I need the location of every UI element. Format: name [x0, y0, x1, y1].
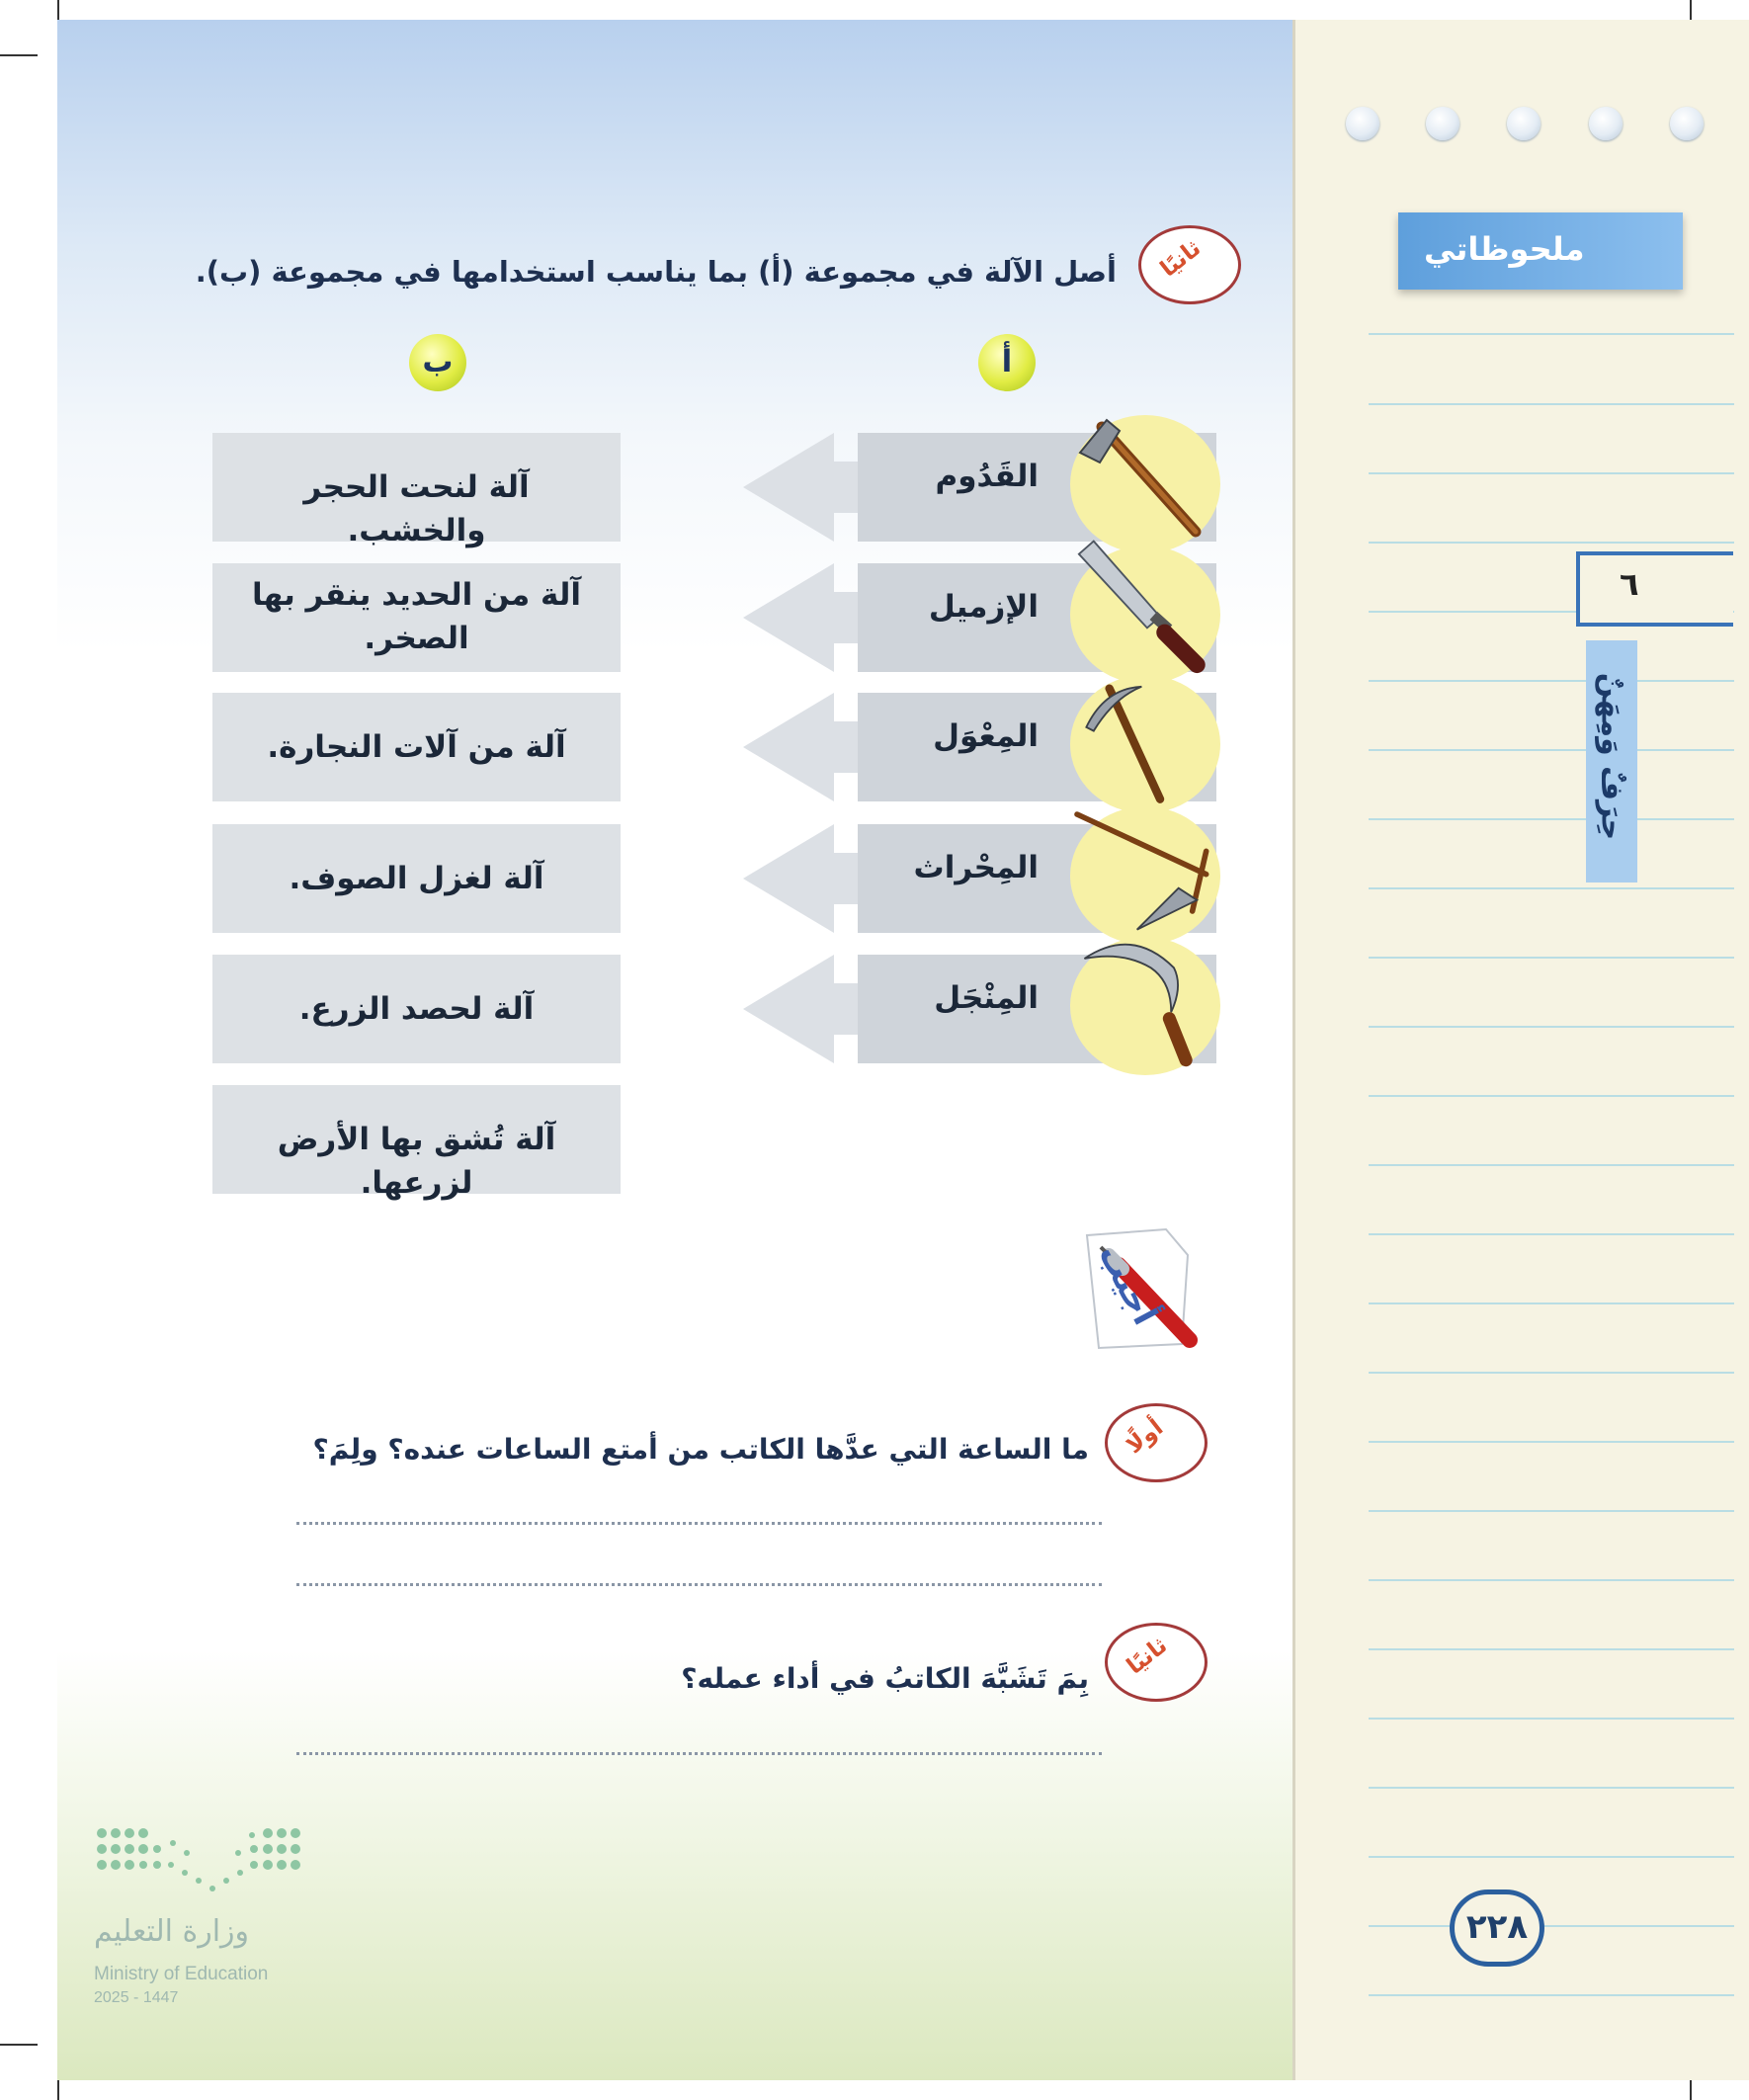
adze-icon — [1062, 415, 1230, 553]
use-item[interactable] — [212, 693, 621, 801]
answer-line[interactable] — [296, 1583, 1102, 1586]
tool-name: الإزميل — [928, 589, 1039, 625]
use-text: آلة من الحديد ينقر بها الصخر. — [251, 577, 582, 656]
use-text: آلة لحصد الزرع. — [298, 991, 535, 1027]
ruled-line — [1369, 1718, 1734, 1720]
unit-title: حِرَفٌ وَمِهَنٌ — [1594, 672, 1629, 841]
unit-title-ribbon — [1586, 640, 1637, 882]
tool-name: المِحْراث — [913, 850, 1039, 885]
ruled-line — [1369, 1579, 1734, 1581]
ruled-line — [1369, 472, 1734, 474]
plow-icon — [1062, 800, 1230, 939]
group-a-label: أ — [978, 334, 1036, 391]
match-arrow — [743, 433, 834, 542]
binder-hole — [1589, 107, 1623, 140]
ministry-name-arabic: وزارة التعليم — [94, 1914, 250, 1949]
match-arrow-stem — [834, 592, 860, 643]
question-2-text: بِمَ تَشَبَّهَ الكاتبُ في أداء عمله؟ — [681, 1662, 1089, 1695]
notes-title: ملحوظاتي — [1424, 230, 1585, 268]
match-arrow — [743, 563, 834, 672]
use-text: آلة لنحت الحجر والخشب. — [303, 469, 530, 548]
sickle-icon — [1062, 931, 1230, 1069]
ruled-line — [1369, 957, 1734, 959]
use-item[interactable] — [212, 433, 621, 548]
ruled-line — [1369, 1164, 1734, 1166]
use-item[interactable] — [212, 563, 621, 672]
ruled-line — [1369, 1095, 1734, 1097]
match-arrow-stem — [834, 721, 860, 773]
ruled-line — [1369, 542, 1734, 544]
ruled-line — [1369, 1441, 1734, 1443]
match-arrow — [743, 693, 834, 801]
notes-title-tab — [1398, 212, 1683, 290]
ruled-line — [1369, 1648, 1734, 1650]
use-item[interactable] — [212, 1085, 621, 1201]
ministry-name-english: Ministry of Education — [94, 1964, 269, 1984]
ruled-line — [1369, 1510, 1734, 1512]
ruled-line — [1369, 818, 1734, 820]
answer-section-icon — [1079, 1225, 1198, 1352]
use-text: آلة تُشق بها الأرض لزرعها. — [277, 1122, 556, 1201]
ruled-line — [1369, 1925, 1734, 1927]
tool-name: القَدُوم — [935, 459, 1039, 494]
ruled-line — [1369, 1994, 1734, 1996]
ministry-year: 2025 - 1447 — [94, 1989, 179, 2006]
ruled-line — [1369, 1026, 1734, 1028]
trim-mark — [0, 2044, 38, 2046]
binder-hole — [1426, 107, 1459, 140]
answer-section-label: أجيب — [1090, 1237, 1165, 1332]
answer-line[interactable] — [296, 1522, 1102, 1525]
answer-line[interactable] — [296, 1752, 1102, 1755]
question-1-text: ما الساعة التي عدَّها الكاتب من أمتع الساعات عنده؟ ولِمَ؟ — [312, 1433, 1089, 1466]
ruled-line — [1369, 1372, 1734, 1374]
match-arrow-stem — [834, 462, 860, 513]
unit-number: ٦ — [1620, 565, 1639, 603]
badge-label: ثانيًا — [1155, 235, 1207, 283]
use-text: آلة لغزل الصوف. — [289, 861, 544, 896]
ministry-dots-emblem — [94, 1823, 311, 1902]
use-item[interactable] — [212, 824, 621, 933]
match-arrow — [743, 824, 834, 933]
use-item[interactable] — [212, 955, 621, 1063]
section-badge-first — [1105, 1403, 1208, 1482]
match-arrow-stem — [834, 983, 860, 1035]
ruled-line — [1369, 1787, 1734, 1789]
use-text: آلة من آلات النجارة. — [267, 729, 566, 765]
tool-name: المِنْجَل — [934, 980, 1039, 1016]
ministry-logo — [94, 1823, 331, 2011]
section-badge-second — [1138, 225, 1241, 304]
ruled-line — [1369, 333, 1734, 335]
chisel-icon — [1062, 536, 1230, 674]
group-b-label: ب — [409, 334, 466, 391]
tool-name: المِعْوَل — [933, 718, 1039, 754]
match-arrow-stem — [834, 853, 860, 904]
unit-number-box — [1576, 551, 1733, 627]
ruled-line — [1369, 1233, 1734, 1235]
trim-mark — [0, 54, 38, 56]
ruled-line — [1369, 887, 1734, 889]
ruled-line — [1369, 1302, 1734, 1304]
binder-hole — [1507, 107, 1541, 140]
badge-label: ثانيًا — [1122, 1633, 1173, 1680]
match-arrow — [743, 955, 834, 1063]
notes-column — [1292, 20, 1749, 2080]
binder-hole — [1670, 107, 1704, 140]
ruled-line — [1369, 403, 1734, 405]
ruled-line — [1369, 680, 1734, 682]
ruled-line — [1369, 1856, 1734, 1858]
section-badge-second — [1105, 1623, 1208, 1702]
page-number: ٢٢٨ — [1450, 1890, 1544, 1967]
badge-label: أولًا — [1122, 1414, 1169, 1460]
match-instruction: أصل الآلة في مجموعة (أ) بما يناسب استخدامها في مجموعة (ب). — [195, 255, 1117, 289]
ruled-line — [1369, 749, 1734, 751]
pickaxe-icon — [1062, 670, 1230, 808]
binder-hole — [1346, 107, 1379, 140]
